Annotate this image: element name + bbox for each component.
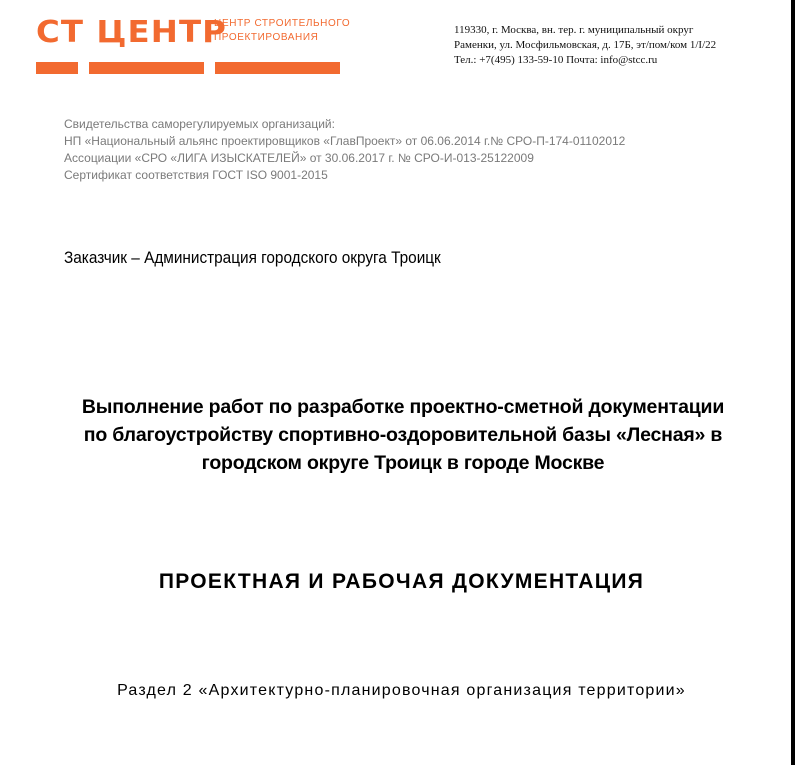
title-line: по благоустройству спортивно-оздоровительной базы «Лесная» в [83, 424, 723, 446]
certificate-line: Ассоциации «СРО «ЛИГА ИЗЫСКАТЕЛЕЙ» от 30.06.2017 г. № СРО-И-013-25122009 [64, 151, 534, 165]
company-address [454, 23, 774, 68]
logo-bar [89, 62, 204, 74]
certificates-block [64, 116, 704, 184]
document-type: ПРОЕКТНАЯ И РАБОЧАЯ ДОКУМЕНТАЦИЯ [158, 570, 645, 593]
logo-subtitle [214, 17, 354, 45]
customer-line: Заказчик – Администрация городского округа Троицк [64, 249, 441, 267]
contacts-line: Тел.: +7(495) 133-59-10 Почта: info@stcc.ru [454, 54, 658, 66]
certificates-heading: Свидетельства саморегулируемых организаций: [64, 117, 335, 131]
page-edge [791, 0, 795, 765]
title-line: городском округе Троицк в городе Москве [201, 452, 605, 474]
section-title: Раздел 2 «Архитектурно-планировочная организация территории» [117, 682, 686, 699]
logo-bar [215, 62, 340, 74]
logo-subtitle-line1: ЦЕНТР СТРОИТЕЛЬНОГО [214, 18, 351, 29]
certificate-line: Сертификат соответствия ГОСТ ISO 9001-2015 [64, 168, 328, 182]
document-title [40, 393, 766, 477]
logo-subtitle-line2: ПРОЕКТИРОВАНИЯ [214, 32, 319, 43]
logo-mark: СТ ЦЕНТР [36, 15, 227, 50]
address-line: Раменки, ул. Мосфильмовская, д. 17Б, эт/пом/ком 1/I/22 [454, 39, 717, 51]
certificate-line: НП «Национальный альянс проектировщиков «ГлавПроект» от 06.06.2014 г.№ СРО-П-174-01102012 [64, 134, 626, 148]
address-line: 119330, г. Москва, вн. тер. г. муниципальный округ [454, 24, 694, 36]
logo-bar [36, 62, 78, 74]
title-line: Выполнение работ по разработке проектно-сметной документации [81, 396, 725, 418]
